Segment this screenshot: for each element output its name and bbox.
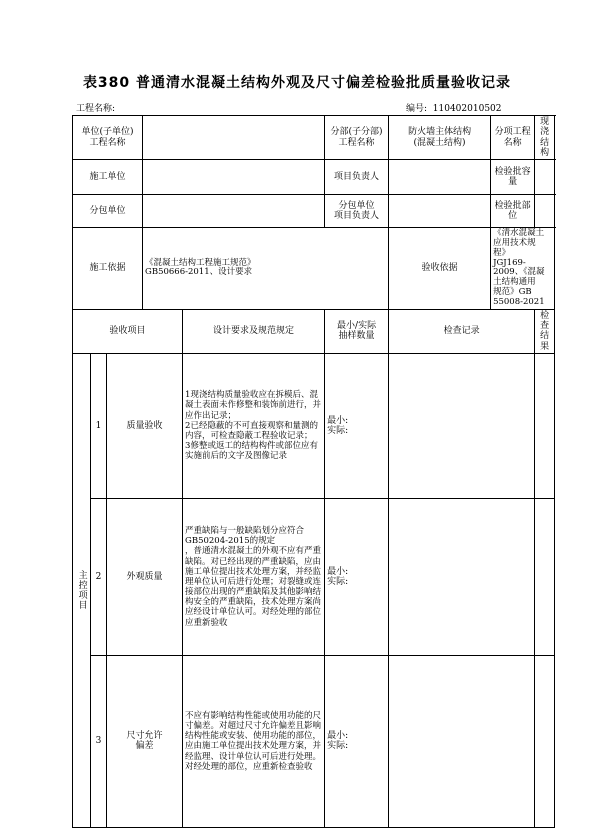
row-number: 2 bbox=[91, 498, 107, 655]
row-name: 外观质量 bbox=[107, 498, 183, 655]
item-value: 现浇结构 bbox=[535, 116, 555, 160]
subcontract-unit-label: 分包单位 bbox=[73, 195, 143, 228]
group-label: 主控项目 bbox=[76, 570, 87, 611]
subcontract-unit-value[interactable] bbox=[143, 195, 325, 228]
subpart-label: 分部(子分部) 工程名称 bbox=[325, 116, 389, 160]
item-label: 分项工程名称 bbox=[491, 116, 535, 160]
col-record-header: 检查记录 bbox=[389, 309, 535, 353]
col-result-header: 检查结果 bbox=[535, 309, 555, 353]
row-requirement: 严重缺陷与一般缺陷划分应符合GB50204-2015的规定 ，普通清水混凝土的外观不应有严重缺陷。对已经出现的严重缺陷，应由施工单位提出技术处理方案，并经监理单位认可后进行处理；对裂缝或连接部位出现的严重缺陷及其他影响结构安全的严重缺陷，技术处理方案尚应经设计单位认可。对经处理的部位应重新验收 bbox=[183, 498, 325, 655]
row-sample[interactable]: 最小: 实际: bbox=[325, 498, 389, 655]
row-record[interactable] bbox=[389, 498, 535, 655]
number-value: 110402010502 bbox=[432, 104, 502, 114]
row-requirement: 不应有影响结构性能或使用功能的尺寸偏差。对超过尺寸允许偏差且影响结构性能或安装、使用功能的部位，应由施工单位提出技术处理方案，并经监理、设计单位认可后进行处理。对经处理的部位，应重新检查验收 bbox=[183, 655, 325, 827]
table-row bbox=[73, 655, 555, 827]
batch-capacity-value[interactable] bbox=[535, 160, 555, 195]
basis-label: 施工依据 bbox=[73, 228, 143, 309]
row-name: 质量验收 bbox=[107, 353, 183, 498]
construction-unit-value[interactable] bbox=[143, 160, 325, 195]
row-number: 1 bbox=[91, 353, 107, 498]
table-row bbox=[73, 498, 555, 655]
subcontract-manager-value[interactable] bbox=[389, 195, 491, 228]
batch-location-value[interactable] bbox=[535, 195, 555, 228]
row-result[interactable] bbox=[535, 655, 555, 827]
subcontract-manager-label: 分包单位 项目负责人 bbox=[325, 195, 389, 228]
row-record[interactable] bbox=[389, 353, 535, 498]
table-row bbox=[73, 353, 555, 498]
basis-value: 《混凝土结构工程施工规范》 GB50666-2011、设计要求 bbox=[143, 228, 389, 309]
acceptance-basis-value: 《清水混凝土应用技术规程》 JGJ169-2009、《混凝土结构通用 规范》GB 55008-2021 bbox=[491, 228, 555, 309]
subpart-value: 防火墙主体结构 (混凝土结构) bbox=[389, 116, 491, 160]
row-sample[interactable]: 最小: 实际: bbox=[325, 655, 389, 827]
project-manager-label: 项目负责人 bbox=[325, 160, 389, 195]
group-label-cell bbox=[73, 353, 91, 827]
col-sample-header: 最小/实际 抽样数量 bbox=[325, 309, 389, 353]
row-result[interactable] bbox=[535, 353, 555, 498]
row-record[interactable] bbox=[389, 655, 535, 827]
unit-value[interactable] bbox=[143, 116, 325, 160]
col-requirement-header: 设计要求及规范规定 bbox=[183, 309, 325, 353]
row-requirement: 1现浇结构质量验收应在拆模后、混凝土表面未作修整和装饰前进行，并应作出记录； 2已经隐蔽的不可直接观察和量测的内容，可检查隐蔽工程验收记录； 3修整或返工的结构构件或部位应有实施前后的文字及图像记录 bbox=[183, 353, 325, 498]
number-field bbox=[406, 101, 502, 114]
batch-location-label: 检验批部位 bbox=[491, 195, 535, 228]
inspection-table bbox=[72, 115, 555, 828]
project-manager-value[interactable] bbox=[389, 160, 491, 195]
project-name-label: 工程名称: bbox=[76, 104, 116, 114]
number-label: 编号: bbox=[406, 104, 428, 114]
row-number: 3 bbox=[91, 655, 107, 827]
batch-capacity-label: 检验批容量 bbox=[491, 160, 535, 195]
row-result[interactable] bbox=[535, 498, 555, 655]
col-item-header: 验收项目 bbox=[73, 309, 183, 353]
row-name: 尺寸允许 偏差 bbox=[107, 655, 183, 827]
construction-unit-label: 施工单位 bbox=[73, 160, 143, 195]
row-sample[interactable]: 最小: 实际: bbox=[325, 353, 389, 498]
acceptance-basis-label: 验收依据 bbox=[389, 228, 491, 309]
unit-label: 单位(子单位) 工程名称 bbox=[73, 116, 143, 160]
page-title: 表380 普通清水混凝土结构外观及尺寸偏差检验批质量验收记录 bbox=[82, 75, 512, 91]
